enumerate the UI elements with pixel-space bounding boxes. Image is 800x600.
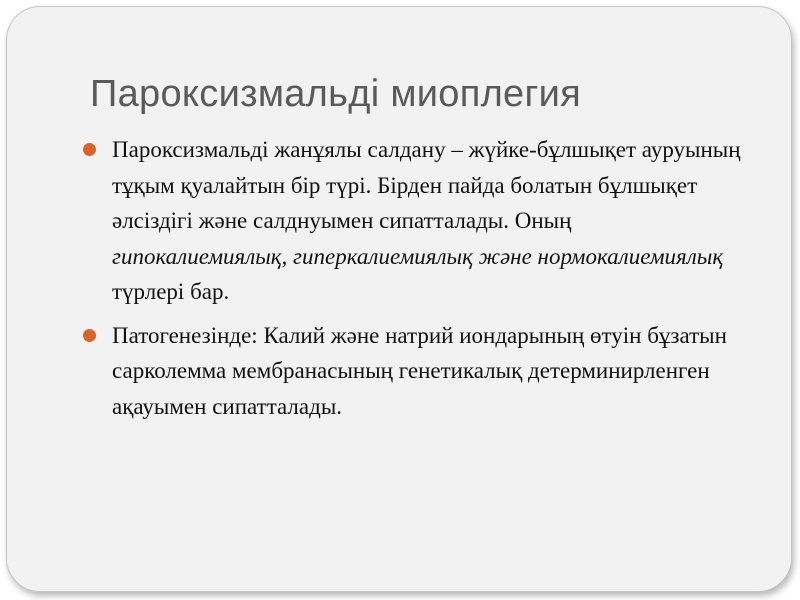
bullet-text-1 bbox=[112, 137, 741, 304]
bullet-text-2 bbox=[112, 323, 727, 419]
bullet-item-1 bbox=[82, 132, 752, 310]
bullet-1-segment-3: түрлері бар. bbox=[112, 279, 230, 304]
bullet-1-segment-2-italic: гипокалиемиялық, гиперкалиемиялық және нормокалиемиялық bbox=[112, 243, 724, 269]
bullet-1-segment-1: Пароксизмальді жанұялы салдану – жүйке-бұлшықет ауруының тұқым қуалайтын бір түрі. Бірден пайда болатын бұлшықет әлсіздігі және салднуымен сипатталады. Оның bbox=[112, 137, 741, 233]
slide-title: Пароксизмальді миоплегия bbox=[90, 73, 582, 115]
bullet-icon bbox=[83, 329, 96, 342]
bullet-item-2 bbox=[82, 318, 752, 425]
bullet-2-segment-1: Патогенезінде: Калий және натрий иондарының өтуін бұзатын сарколемма мембранасының генетикалық детерминирленген ақауымен сипатталады. bbox=[112, 322, 727, 419]
bullet-icon bbox=[83, 143, 96, 156]
bullet-list bbox=[82, 132, 752, 432]
